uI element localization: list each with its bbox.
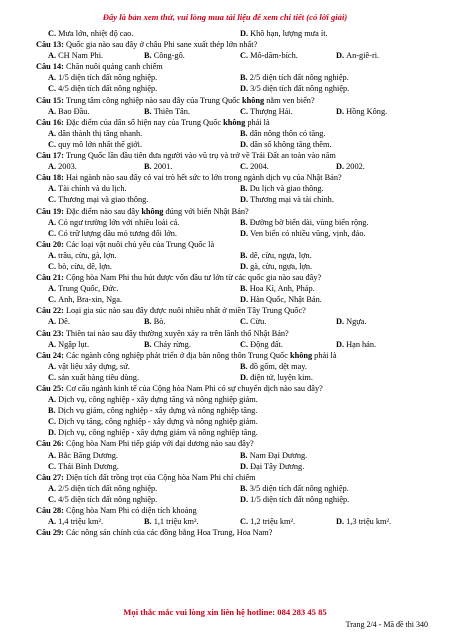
answer-option: C. Thượng Hải. [240,106,293,116]
answer-option: D. An-giê-ri. [336,51,380,61]
answer-line [36,83,432,94]
answer-option: C. Mô-dăm-bích. [240,51,298,61]
answer-option: A. 2003. [48,162,77,172]
answer-option: A. Bắc Băng Dương. [48,450,118,460]
question-text: Câu 18: Hai ngành nào sau đây có vai trò hết sức to lớn trong ngành dịch vụ của Nhật Bản? [36,173,342,183]
question-text: Câu 21: Cộng hòa Nam Phi thu hút được vốn đầu tư lớn từ các quốc gia nào sau đây? [36,273,322,283]
page-number: Trang 2/4 - Mã đề thi 340 [345,620,428,629]
answer-line [36,228,432,239]
question-line [36,172,432,183]
answer-line [36,194,432,205]
answer-option: B. Công-gô. [144,51,185,61]
answer-line [36,450,432,461]
answer-line [36,250,432,261]
answer-option: D. Hàn Quốc, Nhật Bản. [240,295,322,305]
question-line [36,206,432,217]
answer-line [36,283,432,294]
answer-option: D. Thương mại và tài chính. [240,195,334,205]
question-text: Câu 13: Quốc gia nào sau đây ở châu Phi sane xuất thép lớn nhất? [36,40,258,50]
question-list [36,28,432,538]
question-line [36,150,432,161]
answer-option: D. 3/5 diện tích đất nông nghiệp. [240,84,350,94]
answer-option: B. Bò. [144,317,166,327]
answer-option: B. 1,1 triệu km². [144,517,199,527]
answer-option: D. dân số không tăng thêm. [240,139,332,149]
answer-line [36,483,432,494]
answer-option: D. Khô hạn, lượng mưa ít. [240,29,328,38]
answer-line [36,339,432,350]
answer-option: C. Mưa lớn, nhiệt độ cao. [48,29,134,38]
answer-option: B. 3/5 diện tích đất nông nghiệp. [240,483,349,493]
answer-line [36,261,432,272]
answer-option: B. Du lịch và giao thông. [240,184,324,194]
answer-option: C. Anh, Bra-xin, Nga. [48,295,122,305]
answer-option: B. 2001. [144,162,173,172]
question-line [36,117,432,128]
answer-option: A. Có ngư trường lớn với nhiều loài cá. [48,217,180,227]
question-text: Câu 27: Diện tích đất trồng trọt của Cộng hòa Nam Phi chỉ chiếm [36,472,256,482]
question-line [36,350,432,361]
answer-option: C. sản xuất hàng tiêu dùng. [48,372,140,382]
answer-option: C. 4/5 diện tích đất nông nghiệp. [48,494,158,504]
question-text: Câu 25: Cơ cấu ngành kinh tế của Cộng hòa Nam Phi có sự chuyển dịch nào sau đây? [36,384,323,393]
answer-option: A. Dê. [48,317,70,327]
answer-line [36,405,432,416]
question-text: Câu 23: Thiên tai nào sau đây thường xuyên xảy ra trên lãnh thổ Nhật Bản? [36,328,289,338]
answer-option: A. Trung Quốc, Đức. [48,284,119,294]
answer-option: A. vật liệu xây dựng, sứ. [48,361,130,371]
answer-option: A. CH Nam Phi. [48,51,104,61]
answer-option: B. Dịch vụ giảm, công nghiệp - xây dựng và nông nghiệp tăng. [48,406,258,416]
question-line [36,505,432,516]
answer-option: D. Hạn hán. [336,339,377,349]
answer-option: C. Dịch vụ tăng, công nghiệp - xây dựng và nông nghiệp giảm. [48,417,258,427]
answer-option: C. Thái Bình Dương. [48,461,119,471]
question-line [36,305,432,316]
answer-line [36,427,432,438]
preview-notice-header: Đây là bản xem thử, vui lòng mua tài liệu để xem chi tiết (có lời giải) [102,12,348,22]
answer-line [36,372,432,383]
answer-option: B. Hoa Kì, Anh, Pháp. [240,284,315,294]
question-text: Câu 26: Cộng hòa Nam Phi tiếp giáp với đại dương nào sau đây? [36,439,254,449]
answer-option: D. 1/5 diện tích đất nông nghiệp. [240,494,350,504]
answer-option: A. Ngập lụt. [48,339,90,349]
question-line [36,438,432,449]
question-line [36,61,432,72]
answer-option: C. Động đất. [240,339,283,349]
answer-option: B. Cháy rừng. [144,339,191,349]
answer-option: C. Có trữ lượng dầu mỏ tương đối lớn. [48,228,177,238]
answer-option: D. Hồng Kông. [336,106,388,116]
answer-option: A. trâu, cừu, gà, lợn. [48,250,117,260]
answer-line [36,106,432,117]
question-text: Câu 29: Các nông sản chính của các đồng bằng Hoa Trung, Hoa Nam? [36,528,273,538]
answer-option: D. Đại Tây Dương. [240,461,305,471]
answer-option: B. Thiên Tân. [144,106,190,116]
answer-option: B. dân nông thôn có tăng. [240,128,326,138]
answer-option: B. Nam Đại Dương. [240,450,308,460]
answer-line [36,361,432,372]
answer-option: C. Thương mại và giao thông. [48,195,149,205]
answer-line [36,50,432,61]
answer-line [36,494,432,505]
answer-option: A. dân thành thị tăng nhanh. [48,128,143,138]
question-text: Câu 19: Đặc điểm nào sau đây không đúng với biển Nhật Bản? [36,206,249,216]
answer-line [36,139,432,150]
answer-option: A. Tài chính và du lịch. [48,184,127,194]
answer-option: B. đồ gốm, dệt may. [240,361,307,371]
answer-option: B. 2/5 diện tích đất nông nghiệp. [240,73,349,83]
answer-option: C. 4/5 diện tích đất nông nghiệp. [48,84,158,94]
answer-option: B. Đường bờ biển dài, vùng biển rộng. [240,217,369,227]
answer-line [36,516,432,527]
answer-line [36,183,432,194]
answer-option: A. 1,4 triệu km². [48,517,104,527]
answer-option: A. Dịch vụ, công nghiệp - xây dựng tăng và nông nghiệp giảm. [48,395,258,405]
question-text: Câu 28: Cộng hòa Nam Phi có diện tích khoảng [36,506,197,516]
answer-line [36,294,432,305]
answer-option: C. Cừu. [240,317,267,327]
answer-option: D. gà, cừu, ngựa, lợn. [240,261,313,271]
question-text: Câu 14: Chăn nuôi quảng canh chiếm [36,62,163,72]
question-text: Câu 17: Trung Quốc lần đầu tiên đưa người vào vũ trụ và trở về Trái Đất an toàn vào năm [36,151,336,161]
answer-line [36,217,432,228]
answer-option: D. 1,3 triệu km². [336,517,392,527]
answer-option: C. 1,2 triệu km². [240,517,296,527]
question-line [36,527,432,538]
answer-line [36,416,432,427]
answer-line [36,394,432,405]
answer-option: C. bò, cừu, dê, lợn. [48,261,112,271]
question-line [36,328,432,339]
hotline-footer: Mọi thắc mắc vui lòng xin liên hệ hotline: 084 283 45 85 [123,607,327,617]
answer-line [36,128,432,139]
question-text: Câu 16: Đặc điểm của dân số hiện nay của Trung Quốc không phải là [36,117,270,127]
answer-line [36,161,432,172]
answer-line [36,28,432,39]
question-text: Câu 22: Loại gia súc nào sau đây được nuôi nhiều nhất ở miền Tây Trung Quốc? [36,306,306,316]
question-line [36,95,432,106]
answer-option: D. Dịch vụ, công nghiệp - xây dựng giảm và nông nghiệp tăng. [48,428,258,438]
question-text: Câu 15: Trung tâm công nghiệp nào sau đây của Trung Quốc không nằm ven biển? [36,95,315,105]
answer-option: D. Ngựa. [336,317,367,327]
question-line [36,472,432,483]
answer-option: D. Ven biển có nhiều vũng, vịnh, đảo. [240,228,366,238]
question-line [36,39,432,50]
answer-option: A. 1/5 diện tích đất nông nghiệp. [48,73,158,83]
answer-option: A. Bao Đầu. [48,106,90,116]
answer-option: D. 2002. [336,162,365,172]
answer-line [36,72,432,83]
question-line [36,383,432,394]
answer-line [36,461,432,472]
question-text: Câu 24: Các ngành công nghiệp phát triển ở địa bàn nông thôn Trung Quốc không phải là [36,350,337,360]
answer-option: D. điện tử, luyện kim. [240,372,313,382]
question-text: Câu 20: Các loại vật nuôi chủ yếu của Trung Quốc là [36,239,215,249]
question-line [36,272,432,283]
answer-line [36,316,432,327]
answer-option: C. quy mô lớn nhất thế giới. [48,139,143,149]
answer-option: C. 2004. [240,162,269,172]
question-line [36,239,432,250]
answer-option: A. 2/5 diện tích đất nông nghiệp. [48,483,158,493]
answer-option: B. dê, cừu, ngựa, lợn. [240,250,312,260]
